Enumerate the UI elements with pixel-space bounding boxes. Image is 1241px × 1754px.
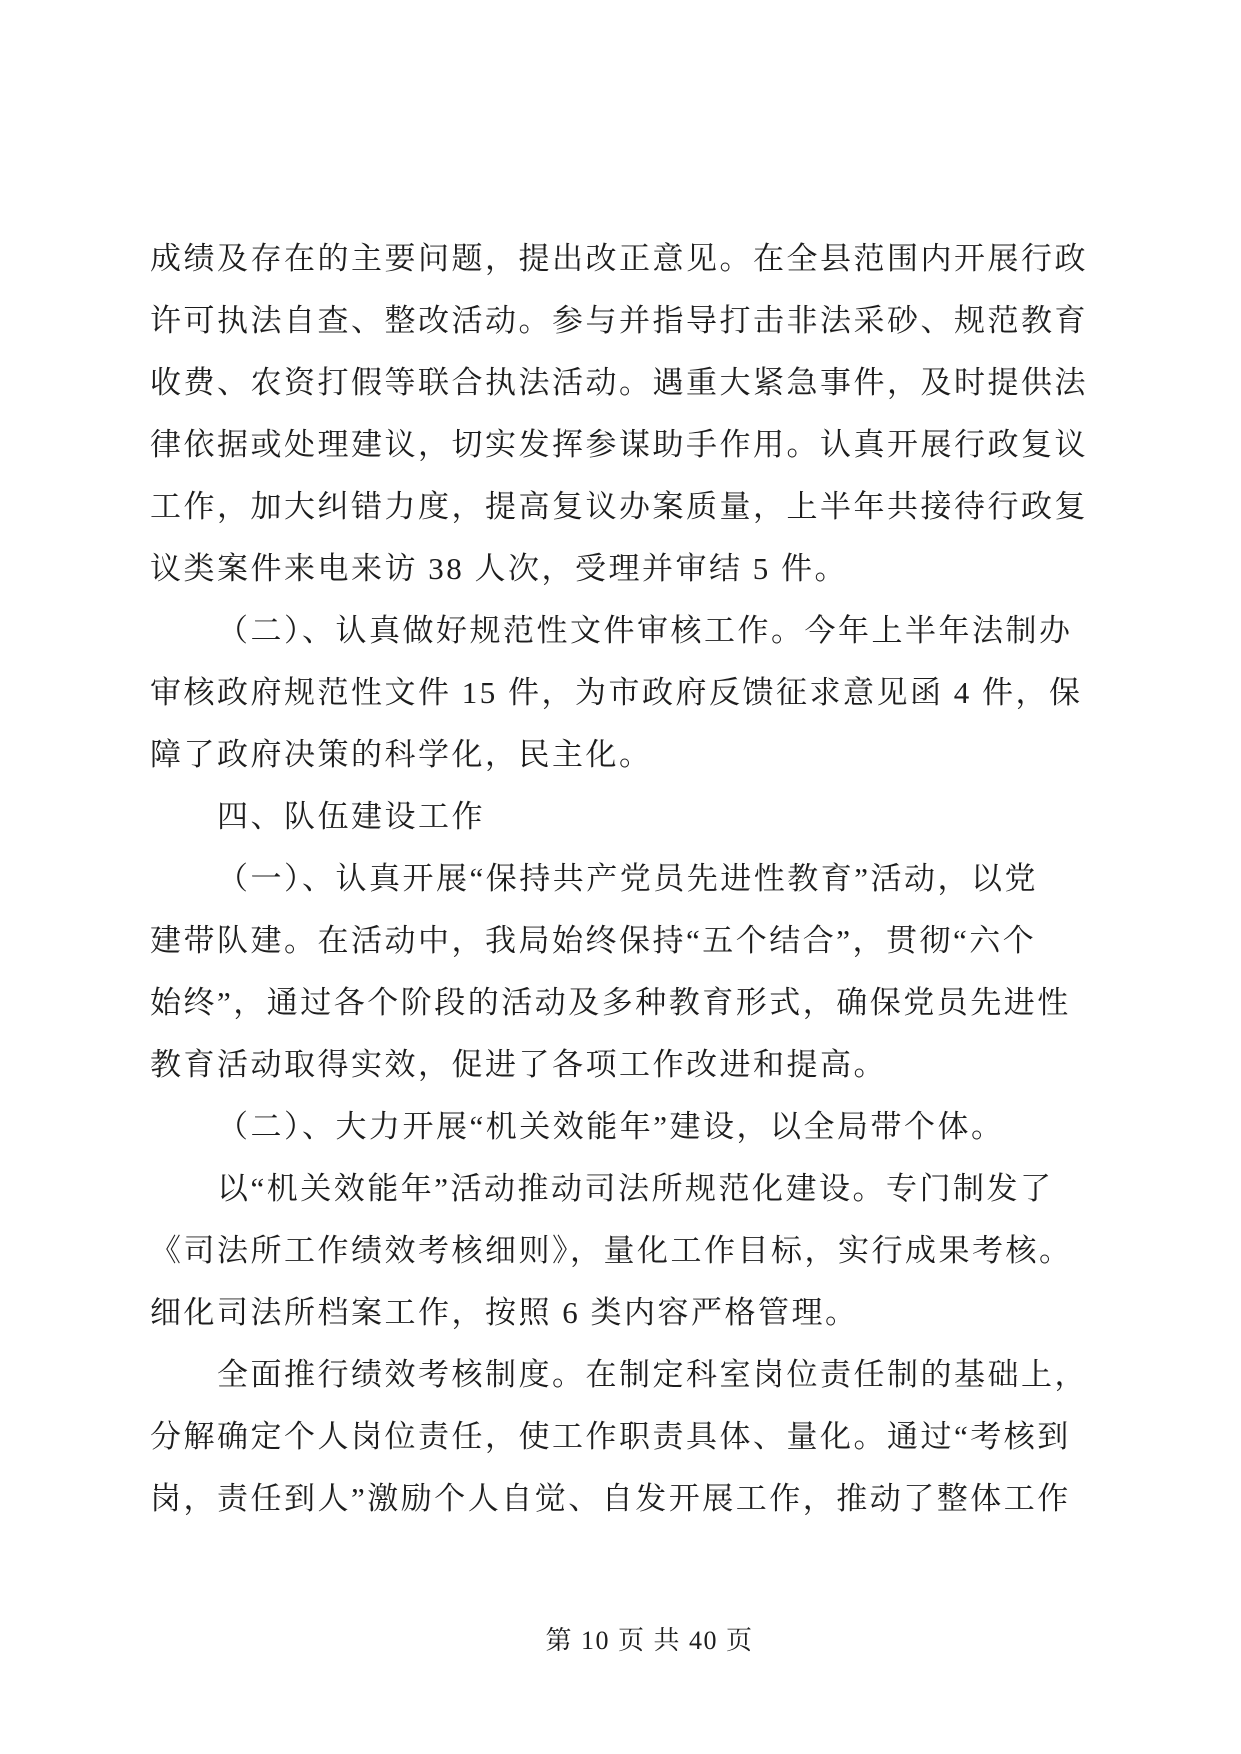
text-line: （二）、认真做好规范性文件审核工作。今年上半年法制办 — [217, 613, 1073, 648]
text-line: （一）、认真开展“保持共产党员先进性教育”活动，以党 — [217, 861, 1039, 896]
text-line: 细化司法所档案工作，按照 6 类内容严格管理。 — [150, 1295, 859, 1330]
text-line: 始终”，通过各个阶段的活动及多种教育形式，确保党员先进性 — [150, 985, 1071, 1020]
text-line: 障了政府决策的科学化，民主化。 — [150, 737, 653, 772]
document-body — [150, 228, 1092, 1530]
text-line: 分解确定个人岗位责任，使工作职责具体、量化。通过“考核到 — [150, 1419, 1071, 1454]
text-line: 审核政府规范性文件 15 件，为市政府反馈征求意见函 4 件，保 — [150, 675, 1083, 710]
text-line: 收费、农资打假等联合执法活动。遇重大紧急事件，及时提供法 — [150, 365, 1088, 400]
text-line: 岗，责任到人”激励个人自觉、自发开展工作，推动了整体工作 — [150, 1481, 1071, 1516]
text-line: 以“机关效能年”活动推动司法所规范化建设。专门制发了 — [217, 1171, 1054, 1206]
text-line: 成绩及存在的主要问题，提出改正意见。在全县范围内开展行政 — [150, 241, 1088, 276]
text-line: 四、队伍建设工作 — [217, 799, 485, 834]
page-footer — [29, 1620, 1241, 1657]
text-line: 《司法所工作绩效考核细则》，量化工作目标，实行成果考核。 — [150, 1233, 1073, 1268]
text-line: 建带队建。在活动中，我局始终保持“五个结合”，贯彻“六个 — [150, 923, 1037, 958]
text-line: 全面推行绩效考核制度。在制定科室岗位责任制的基础上， — [217, 1357, 1088, 1392]
text-line: 律依据或处理建议，切实发挥参谋助手作用。认真开展行政复议 — [150, 427, 1088, 462]
text-line: 议类案件来电来访 38 人次，受理并审结 5 件。 — [150, 551, 848, 586]
text-line: 教育活动取得实效，促进了各项工作改进和提高。 — [150, 1047, 887, 1082]
text-line: 许可执法自查、整改活动。参与并指导打击非法采砂、规范教育 — [150, 303, 1088, 338]
text-line: （二）、大力开展“机关效能年”建设，以全局带个体。 — [217, 1109, 1005, 1144]
text-line: 工作，加大纠错力度，提高复议办案质量，上半年共接待行政复 — [150, 489, 1088, 524]
page-number-text: 第 10 页 共 40 页 — [545, 1626, 754, 1655]
